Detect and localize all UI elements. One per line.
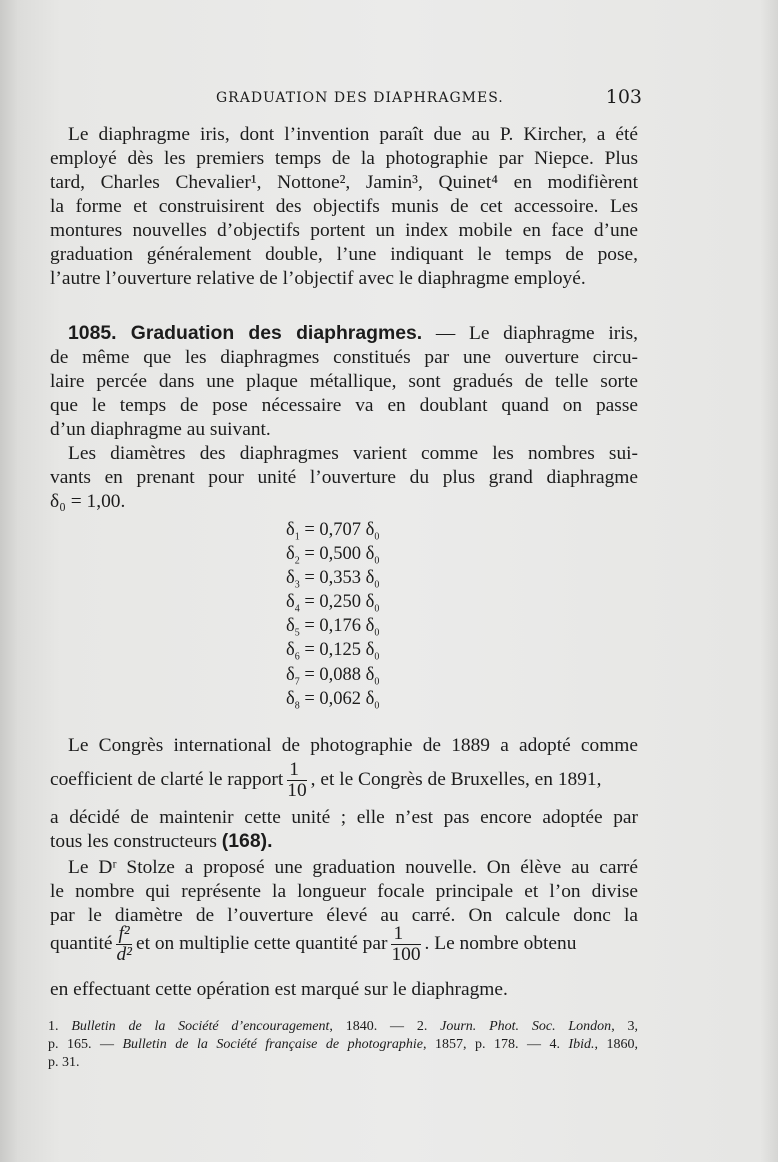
equation-reference-subscript: 0	[374, 676, 380, 688]
text-line: Le Dʳ Stolze a proposé une graduation nouvelle. On élève au carré	[68, 857, 638, 878]
equation-subscript: 3	[294, 579, 300, 591]
text-line: la forme et construisirent des objectifs munis de cet accessoire. Les	[50, 196, 638, 217]
equation-value: = 0,707 δ	[299, 520, 375, 540]
text-line-with-fraction	[50, 760, 638, 801]
equation-row	[286, 663, 379, 687]
equation-row	[286, 566, 379, 590]
equation-subscript: 4	[294, 603, 300, 615]
section-text: — Le diaphragme iris,	[422, 323, 638, 344]
equation-value: = 0,500 δ	[299, 544, 375, 565]
fraction-denominator: d²	[116, 944, 132, 966]
equation-row	[286, 518, 379, 542]
text-line-with-fractions	[50, 924, 638, 965]
equation-reference-subscript: 0	[374, 531, 380, 543]
equation-value: = 0,125 δ	[299, 640, 375, 661]
text-line: vants en prenant pour unité l’ouverture du plus grand diaphragme	[50, 467, 638, 488]
equation-reference-subscript: 0	[374, 579, 380, 591]
fraction-numerator: f²	[116, 924, 132, 945]
text-line	[50, 322, 638, 346]
cross-reference: (168).	[221, 830, 273, 852]
equation-reference-subscript: 0	[374, 652, 380, 664]
text-line: graduation généralement double, l’une indiquant le temps de pose,	[50, 244, 638, 265]
equation-symbol: δ	[286, 520, 295, 540]
fraction-numerator: 1	[287, 760, 306, 781]
equation-subscript: 7	[294, 676, 300, 688]
equation-symbol: δ	[286, 664, 295, 685]
equation-row	[286, 614, 379, 638]
equation-row	[286, 638, 379, 662]
equation-value: = 0,176 δ	[299, 616, 375, 637]
fraction-denominator: 100	[391, 944, 421, 966]
text-line: Le Congrès international de photographie de 1889 a adopté comme	[68, 735, 638, 756]
fraction-denominator: 10	[287, 780, 307, 802]
text-line: tard, Charles Chevalier¹, Nottone², Jamin³, Quinet⁴ en modifièrent	[50, 172, 638, 193]
equation-symbol: δ	[286, 544, 295, 565]
equation-value: = 0,088 δ	[299, 664, 375, 685]
text-fragment: , et le Congrès de Bruxelles, en 1891,	[310, 769, 602, 790]
text-line: l’autre l’ouverture relative de l’objectif avec le diaphragme employé.	[50, 268, 586, 289]
text-line: montures nouvelles d’objectifs portent un index mobile en face d’une	[50, 220, 638, 241]
text-line: employé dès les premiers temps de la photographie par Niepce. Plus	[50, 148, 638, 169]
running-head	[216, 86, 642, 108]
footnotes	[48, 1018, 638, 1072]
text-line	[50, 830, 638, 854]
text-fragment: et on multiplie cette quantité par	[135, 933, 388, 954]
page-number: 103	[605, 86, 642, 108]
equation-value: = 0,250 δ	[299, 592, 375, 613]
text-line: Le diaphragme iris, dont l’invention paraît due au P. Kircher, a été	[68, 124, 638, 145]
text-line: par le diamètre de l’ouverture élevé au carré. On calcule donc la	[50, 905, 638, 926]
footnote-line: 1. Bulletin de la Société d’encouragement, 1840. — 2. Journ. Phot. Soc. London, 3,	[48, 1019, 638, 1034]
equation-subscript: 5	[294, 628, 300, 640]
equation-value: = 0,062 δ	[299, 688, 375, 709]
equation-symbol: δ	[286, 568, 295, 589]
equation-row	[286, 687, 379, 711]
equation-symbol: δ	[286, 688, 295, 709]
equation-reference-subscript: 0	[374, 603, 380, 615]
equation-reference-subscript: 0	[374, 700, 380, 712]
fraction-numerator: 1	[391, 924, 420, 945]
text-line: de même que les diaphragmes constitués par une ouverture circu-	[50, 347, 638, 368]
equation-subscript: 2	[294, 555, 300, 567]
equation-value: = 0,353 δ	[299, 568, 375, 589]
equation-symbol: δ	[286, 616, 295, 637]
text-fragment: tous les constructeurs	[50, 831, 222, 852]
equation-subscript: 8	[294, 700, 300, 712]
text-fragment: quantité	[50, 933, 113, 954]
fraction-one-tenth	[287, 760, 306, 801]
fraction-one-hundredth	[391, 924, 420, 965]
text-line: laire percée dans une plaque métallique, sont gradués de telle sorte	[50, 371, 638, 392]
text-line: δ₀ = 1,00.	[50, 491, 126, 512]
text-line: que le temps de pose nécessaire va en doublant quand on passe	[50, 395, 638, 416]
fraction-f-squared-over-d-squared	[116, 924, 132, 965]
text-line: a décidé de maintenir cette unité ; elle n’est pas encore adoptée par	[50, 807, 638, 828]
footnote-line: p. 31.	[48, 1055, 80, 1070]
section-heading: 1085. Graduation des diaphragmes.	[68, 322, 423, 344]
equation-reference-subscript: 0	[374, 555, 380, 567]
equation-subscript: 6	[294, 652, 300, 664]
text-line: d’un diaphragme au suivant.	[50, 419, 271, 440]
equation-symbol: δ	[286, 640, 295, 661]
text-line: en effectuant cette opération est marqué sur le diaphragme.	[50, 979, 508, 1000]
equation-symbol: δ	[286, 592, 295, 613]
equation-row	[286, 542, 379, 566]
diameter-equations	[286, 518, 379, 711]
text-fragment: coefficient de clarté le rapport	[50, 769, 284, 790]
text-line: le nombre qui représente la longueur focale principale et l’on divise	[50, 881, 638, 902]
footnote-line: p. 165. — Bulletin de la Société française de photographie, 1857, p. 178. — 4. Ibid., 1860,	[48, 1037, 639, 1052]
equation-reference-subscript: 0	[374, 628, 380, 640]
text-fragment: . Le nombre obtenu	[424, 933, 577, 954]
equation-row	[286, 590, 379, 614]
text-line: Les diamètres des diaphragmes varient comme les nombres sui-	[68, 443, 638, 464]
running-title: GRADUATION DES DIAPHRAGMES.	[216, 90, 504, 106]
equation-subscript: 1	[294, 531, 300, 543]
